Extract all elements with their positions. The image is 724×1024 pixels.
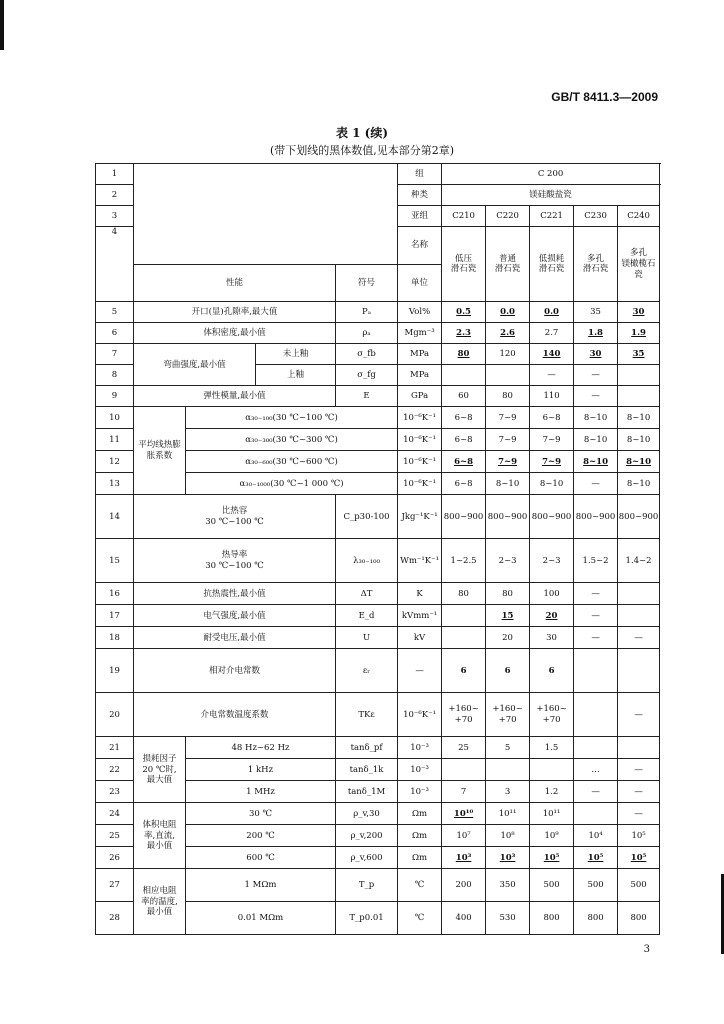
table-cell: TKε [336, 693, 398, 737]
table-cell: ΔT [336, 583, 398, 605]
table-cell: 2~3 [486, 539, 530, 583]
table-cell: 60 [442, 386, 486, 407]
table-cell: α₃₀₋₁₀₀₀(30 ℃~1 000 ℃) [186, 473, 398, 495]
cell-line: 率的温度, [141, 896, 178, 907]
table-cell: — [618, 759, 660, 781]
table-cell: — [530, 365, 574, 386]
table-cell: α₃₀₋₆₀₀(30 ℃~600 ℃) [186, 451, 398, 473]
table-cell: 16 [96, 583, 134, 605]
table-subtitle: (带下划线的黑体数值,见本部分第2章) [269, 144, 455, 157]
table-cell: 1 kHz [186, 759, 336, 781]
table-cell: 80 [442, 344, 486, 365]
table-cell: 30 [618, 302, 660, 323]
table-cell: 6 [96, 323, 134, 344]
table-cell: 30 [530, 627, 574, 649]
table-cell: 10¹⁰ [442, 803, 486, 825]
table-cell [618, 649, 660, 693]
table-cell: 1.9 [618, 323, 660, 344]
table-cell: 8~10 [618, 451, 660, 473]
table-cell [530, 693, 574, 737]
table-cell [530, 759, 574, 781]
table-cell: 10 [96, 407, 134, 429]
table-cell: 110 [530, 386, 574, 407]
table-cell: ρ_v,200 [336, 825, 398, 847]
group-value: C 200 [442, 164, 660, 185]
header-property: 性能 [134, 264, 336, 302]
table-cell: σ_fb [336, 344, 398, 365]
table-row [96, 539, 660, 583]
cell-line: 低损耗 [538, 253, 565, 264]
table-cell: Mgm⁻³ [398, 323, 442, 344]
table-cell: U [336, 627, 398, 649]
table-cell: 10⁻⁶K⁻¹ [398, 429, 442, 451]
table-cell [618, 365, 660, 386]
table-cell: 2.3 [442, 323, 486, 344]
table-cell: 8~10 [574, 451, 618, 473]
table-cell: 6~8 [442, 473, 486, 495]
table-cell: K [398, 583, 442, 605]
table-cell: 28 [96, 902, 134, 935]
cell-line: 损耗因子 [142, 753, 177, 764]
cell-line: 20 ℃时, [142, 764, 177, 775]
header-group: 组 [398, 164, 442, 185]
table-cell [442, 227, 486, 302]
table-cell: 7~9 [486, 429, 530, 451]
table-cell: 10⁵ [618, 847, 660, 869]
table-row [96, 627, 660, 649]
table-cell: 10¹¹ [486, 803, 530, 825]
table-cell: — [574, 365, 618, 386]
cell-line: 最大值 [146, 775, 173, 786]
table-cell: 20 [96, 693, 134, 737]
table-cell: σ_fg [336, 365, 398, 386]
table-cell: T_p0.01 [336, 902, 398, 935]
table-cell: 800~900 [574, 495, 618, 539]
table-cell: 8~10 [618, 429, 660, 451]
table-cell: 弹性模量,最小值 [134, 386, 336, 407]
table-cell: 5 [96, 302, 134, 323]
table-cell: MPa [398, 344, 442, 365]
table-cell: — [398, 649, 442, 693]
table-cell: 10⁸ [486, 825, 530, 847]
table-cell [574, 803, 618, 825]
table-cell [486, 227, 530, 302]
table-cell: 0.5 [442, 302, 486, 323]
table-cell: tanδ_1M [336, 781, 398, 803]
table-cell: 3 [486, 781, 530, 803]
table-cell: 0.0 [530, 302, 574, 323]
table-cell: 500 [618, 869, 660, 902]
table-cell: 120 [486, 344, 530, 365]
table-cell: ℃ [398, 902, 442, 935]
table-cell: 1~2.5 [442, 539, 486, 583]
table-cell: 10⁻⁶K⁻¹ [398, 407, 442, 429]
table-cell: kVmm⁻¹ [398, 605, 442, 627]
cell-line: 多孔 [587, 253, 605, 264]
cell-line: +160~ [536, 704, 567, 715]
table-cell: 30 [574, 344, 618, 365]
blank-header [134, 164, 398, 265]
table-cell: T_p [336, 869, 398, 902]
table-cell: 15 [96, 539, 134, 583]
row-number: 2 [96, 185, 134, 206]
kind-value: 镁硅酸盐瓷 [442, 185, 660, 206]
table-cell: 6~8 [442, 451, 486, 473]
row-number: 4 [96, 227, 134, 302]
table-cell: 6 [486, 649, 530, 693]
table-cell: 8~10 [574, 429, 618, 451]
table-cell: … [574, 759, 618, 781]
table-cell: tanδ_1k [336, 759, 398, 781]
table-cell: 10⁻⁶K⁻¹ [398, 451, 442, 473]
table-cell: 400 [442, 902, 486, 935]
table-cell: 11 [96, 429, 134, 451]
cell-line: 相应电阻 [142, 885, 177, 896]
cell-line: 30 ℃~100 ℃ [205, 516, 264, 527]
table-cell: 6~8 [442, 407, 486, 429]
cell-line: 体积电阻 [142, 819, 177, 830]
cell-line: 滑石瓷 [494, 264, 521, 275]
table-cell: 耐受电压,最小值 [134, 627, 336, 649]
table-cell: 1.2 [530, 781, 574, 803]
table-cell [618, 605, 660, 627]
table-cell: 未上釉 [256, 344, 336, 365]
table-cell: — [574, 627, 618, 649]
table-cell [442, 693, 486, 737]
table-cell: 7~9 [486, 451, 530, 473]
table-row [96, 344, 660, 365]
row-number: 3 [96, 206, 134, 227]
table-cell: λ₃₀₋₁₀₀ [336, 539, 398, 583]
cell-line: 低压 [455, 253, 473, 264]
table-cell: 13 [96, 473, 134, 495]
table-cell: 8~10 [618, 407, 660, 429]
table-cell [486, 759, 530, 781]
table-cell: 27 [96, 869, 134, 902]
table-cell [442, 365, 486, 386]
table-cell: 25 [442, 737, 486, 759]
table-cell: 23 [96, 781, 134, 803]
table-row [96, 869, 660, 902]
table-cell: — [618, 803, 660, 825]
table-cell: 14 [96, 495, 134, 539]
table-cell: 弯曲强度,最小值 [134, 344, 256, 386]
table-cell: 500 [574, 869, 618, 902]
table-cell [442, 627, 486, 649]
table-cell [486, 693, 530, 737]
cell-line: 镁橄榄石瓷 [621, 258, 656, 280]
table-cell: 7~9 [530, 429, 574, 451]
table-cell: 6 [530, 649, 574, 693]
table-cell [134, 803, 186, 869]
table-cell: 140 [530, 344, 574, 365]
table-cell: 35 [618, 344, 660, 365]
table-cell: 10⁵ [574, 847, 618, 869]
code-cell: C221 [530, 206, 574, 227]
table-cell: 抗热震性,最小值 [134, 583, 336, 605]
table-cell: — [618, 693, 660, 737]
table-cell: 10⁻⁶K⁻¹ [398, 693, 442, 737]
table-cell: 10⁻³ [398, 737, 442, 759]
table-cell: 80 [486, 583, 530, 605]
table-row [96, 164, 660, 185]
cell-line: 最小值 [146, 907, 173, 918]
cell-line: 最小值 [146, 841, 173, 852]
row-number: 1 [96, 164, 134, 185]
table-cell: ℃ [398, 869, 442, 902]
table-row [96, 583, 660, 605]
table-row [96, 386, 660, 407]
table-cell [618, 583, 660, 605]
code-cell: C230 [574, 206, 618, 227]
table-cell: 10⁴ [574, 825, 618, 847]
table-cell: 0.0 [486, 302, 530, 323]
table-cell: 10¹¹ [530, 803, 574, 825]
cell-line: 比热容 [221, 506, 248, 517]
table-cell: 8~10 [574, 407, 618, 429]
table-cell: 上釉 [256, 365, 336, 386]
table-cell: 26 [96, 847, 134, 869]
cell-line: +160~ [492, 704, 523, 715]
table-cell: — [574, 473, 618, 495]
table-row [96, 407, 660, 429]
cell-line: 率,直流, [144, 830, 175, 841]
table-cell: E_d [336, 605, 398, 627]
cell-line: 滑石瓷 [582, 264, 609, 275]
table-cell: 12 [96, 451, 134, 473]
cell-line: +160~ [448, 704, 479, 715]
table-cell: 1 MΩm [186, 869, 336, 902]
table-title: 表 1 (续) [335, 126, 389, 140]
table-cell: — [574, 605, 618, 627]
table-cell: 21 [96, 737, 134, 759]
table-cell: 体积密度,最小值 [134, 323, 336, 344]
table-cell: 9 [96, 386, 134, 407]
table-cell: 10⁷ [442, 825, 486, 847]
cell-line: 多孔 [630, 248, 648, 259]
table-cell: 20 [530, 605, 574, 627]
cell-line: 30 ℃~100 ℃ [205, 560, 264, 571]
table-cell [442, 605, 486, 627]
table-cell [486, 365, 530, 386]
table-row [96, 693, 660, 737]
table-cell: E [336, 386, 398, 407]
table-cell [618, 227, 660, 302]
table-cell: 800~900 [486, 495, 530, 539]
table-cell: 2~3 [530, 539, 574, 583]
properties-table [95, 163, 660, 935]
table-cell: 35 [574, 302, 618, 323]
table-cell: 80 [486, 386, 530, 407]
table-cell: 1.4~2 [618, 539, 660, 583]
cell-line: +70 [454, 714, 473, 725]
table-cell: 10⁹ [530, 825, 574, 847]
table-cell: 800 [530, 902, 574, 935]
table-cell: 7 [96, 344, 134, 365]
table-cell: MPa [398, 365, 442, 386]
table-cell: 10³ [442, 847, 486, 869]
table-cell: 相对介电常数 [134, 649, 336, 693]
table-cell: 800~900 [530, 495, 574, 539]
table-cell: Wm⁻¹K⁻¹ [398, 539, 442, 583]
table-cell: 8 [96, 365, 134, 386]
table-cell: 25 [96, 825, 134, 847]
standard-number: GB/T 8411.3—2009 [551, 90, 658, 104]
table-cell: Ωm [398, 825, 442, 847]
table-cell: 530 [486, 902, 530, 935]
table-cell: α₃₀₋₁₀₀(30 ℃~100 ℃) [186, 407, 398, 429]
table-cell: 5 [486, 737, 530, 759]
table-cell: α₃₀₋₃₀₀(30 ℃~300 ℃) [186, 429, 398, 451]
table-cell: 7~9 [530, 451, 574, 473]
table-cell: 10⁵ [618, 825, 660, 847]
table-cell: 电气强度,最小值 [134, 605, 336, 627]
table-cell: 开口(显)孔隙率,最大值 [134, 302, 336, 323]
table-cell [574, 693, 618, 737]
table-cell: GPa [398, 386, 442, 407]
table-cell [134, 495, 336, 539]
table-cell [530, 227, 574, 302]
page-number: 3 [643, 944, 650, 955]
table-cell: Ωm [398, 803, 442, 825]
table-cell: εᵣ [336, 649, 398, 693]
table-row [96, 302, 660, 323]
table-cell: 10⁵ [530, 847, 574, 869]
code-cell: C210 [442, 206, 486, 227]
table-cell: 800~900 [442, 495, 486, 539]
table-cell: 80 [442, 583, 486, 605]
table-cell: 18 [96, 627, 134, 649]
table-cell: 10⁻³ [398, 759, 442, 781]
table-cell: tanδ_pf [336, 737, 398, 759]
header-kind: 种类 [398, 185, 442, 206]
table-row [96, 649, 660, 693]
table-row [96, 323, 660, 344]
table-cell: Ωm [398, 847, 442, 869]
table-cell: ρ_v,30 [336, 803, 398, 825]
table-cell: 2.7 [530, 323, 574, 344]
table-cell: — [574, 583, 618, 605]
table-row [96, 605, 660, 627]
table-cell: 800~900 [618, 495, 660, 539]
header-subgroup: 亚组 [398, 206, 442, 227]
table-cell: 19 [96, 649, 134, 693]
table-cell: 6~8 [530, 407, 574, 429]
table-cell [618, 386, 660, 407]
table-cell: 8~10 [486, 473, 530, 495]
table-cell: — [618, 627, 660, 649]
cell-line: 热导率 [221, 550, 248, 561]
table-cell [574, 737, 618, 759]
table-cell [574, 649, 618, 693]
cell-line: 普通 [499, 253, 517, 264]
table-cell: 1 MHz [186, 781, 336, 803]
table-cell: C_p30-100 [336, 495, 398, 539]
table-cell: — [574, 386, 618, 407]
table-cell: 22 [96, 759, 134, 781]
table-cell: 600 ℃ [186, 847, 336, 869]
header-symbol: 符号 [336, 264, 398, 302]
table-cell: — [618, 781, 660, 803]
table-row [96, 803, 660, 825]
table-row [96, 737, 660, 759]
table-cell [134, 737, 186, 803]
table-cell: 200 ℃ [186, 825, 336, 847]
cell-line: +70 [542, 714, 561, 725]
table-cell: 8~10 [618, 473, 660, 495]
table-cell: Pₐ [336, 302, 398, 323]
table-cell [442, 759, 486, 781]
header-name: 名称 [398, 227, 442, 265]
table-cell: 800 [574, 902, 618, 935]
table-cell: ρ_v,600 [336, 847, 398, 869]
table-cell: 10⁻⁶K⁻¹ [398, 473, 442, 495]
table-cell: 7 [442, 781, 486, 803]
cell-line: 滑石瓷 [538, 264, 565, 275]
table-cell: — [574, 781, 618, 803]
code-cell: C240 [618, 206, 660, 227]
table-cell: 10⁻³ [398, 781, 442, 803]
table-cell: 800 [618, 902, 660, 935]
table-cell: 0.01 MΩm [186, 902, 336, 935]
table-cell: 48 Hz~62 Hz [186, 737, 336, 759]
table-cell: Jkg⁻¹K⁻¹ [398, 495, 442, 539]
table-cell: 350 [486, 869, 530, 902]
table-cell: 17 [96, 605, 134, 627]
table-cell: 20 [486, 627, 530, 649]
table-cell: kV [398, 627, 442, 649]
table-cell: 10³ [486, 847, 530, 869]
table-cell: 7~9 [486, 407, 530, 429]
scan-edge-mark [0, 0, 4, 50]
table-cell: 100 [530, 583, 574, 605]
table-cell [134, 869, 186, 935]
cell-line: +70 [498, 714, 517, 725]
table-cell: Vol% [398, 302, 442, 323]
code-cell: C220 [486, 206, 530, 227]
table-cell: ρₐ [336, 323, 398, 344]
table-cell: 平均线热膨胀系数 [134, 407, 186, 495]
table-cell: 200 [442, 869, 486, 902]
table-cell: 2.6 [486, 323, 530, 344]
table-cell: 30 ℃ [186, 803, 336, 825]
table-cell: 1.5~2 [574, 539, 618, 583]
table-cell: 6 [442, 649, 486, 693]
table-cell [618, 737, 660, 759]
table-cell [574, 227, 618, 302]
table-cell [134, 539, 336, 583]
table-cell: 1.8 [574, 323, 618, 344]
table-cell: 6~8 [442, 429, 486, 451]
table-cell: 8~10 [530, 473, 574, 495]
header-unit: 单位 [398, 264, 442, 302]
cell-line: 滑石瓷 [450, 264, 477, 275]
table-cell: 24 [96, 803, 134, 825]
table-cell: 1.5 [530, 737, 574, 759]
table-row [96, 495, 660, 539]
table-cell: 15 [486, 605, 530, 627]
table-cell: 500 [530, 869, 574, 902]
table-cell: 介电常数温度系数 [134, 693, 336, 737]
